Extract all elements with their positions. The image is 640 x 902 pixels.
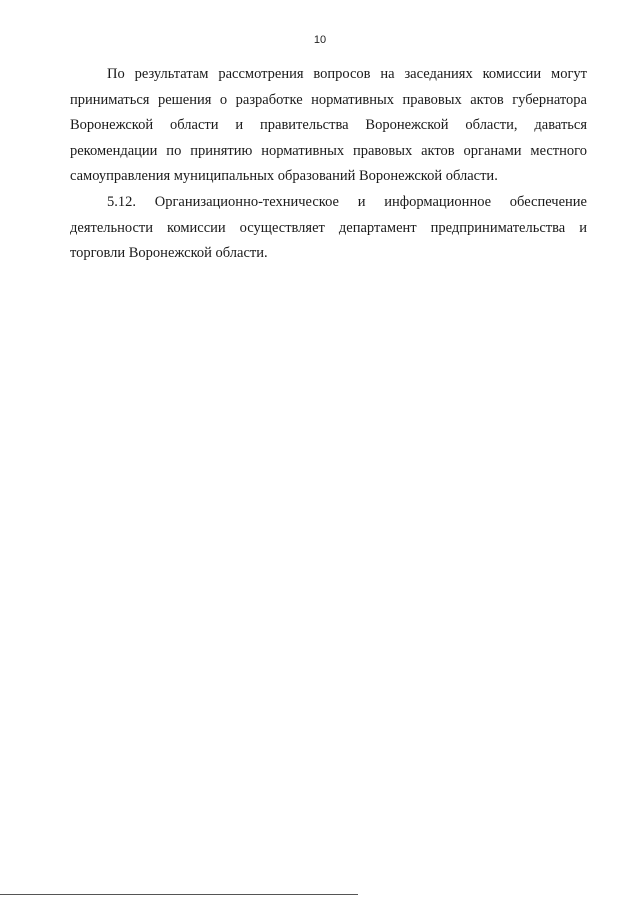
document-body bbox=[70, 62, 587, 267]
footer-divider bbox=[0, 894, 358, 895]
paragraph-5-12-support: 5.12. Организационно-техническое и информационное обеспечение деятельности комиссии осуществляет департамент предпринимательства и торговли Воронежской области. bbox=[70, 193, 587, 262]
page-number: 10 bbox=[313, 34, 327, 46]
paragraph-commission-decisions: По результатам рассмотрения вопросов на заседаниях комиссии могут приниматься решения о разработке нормативных правовых актов губернатора Воронежской области и правительства Воронежской области, даваться рекомендации по принятию нормативных правовых актов органами местного самоуправления муниципальных образований Воронежской области. bbox=[70, 66, 587, 185]
